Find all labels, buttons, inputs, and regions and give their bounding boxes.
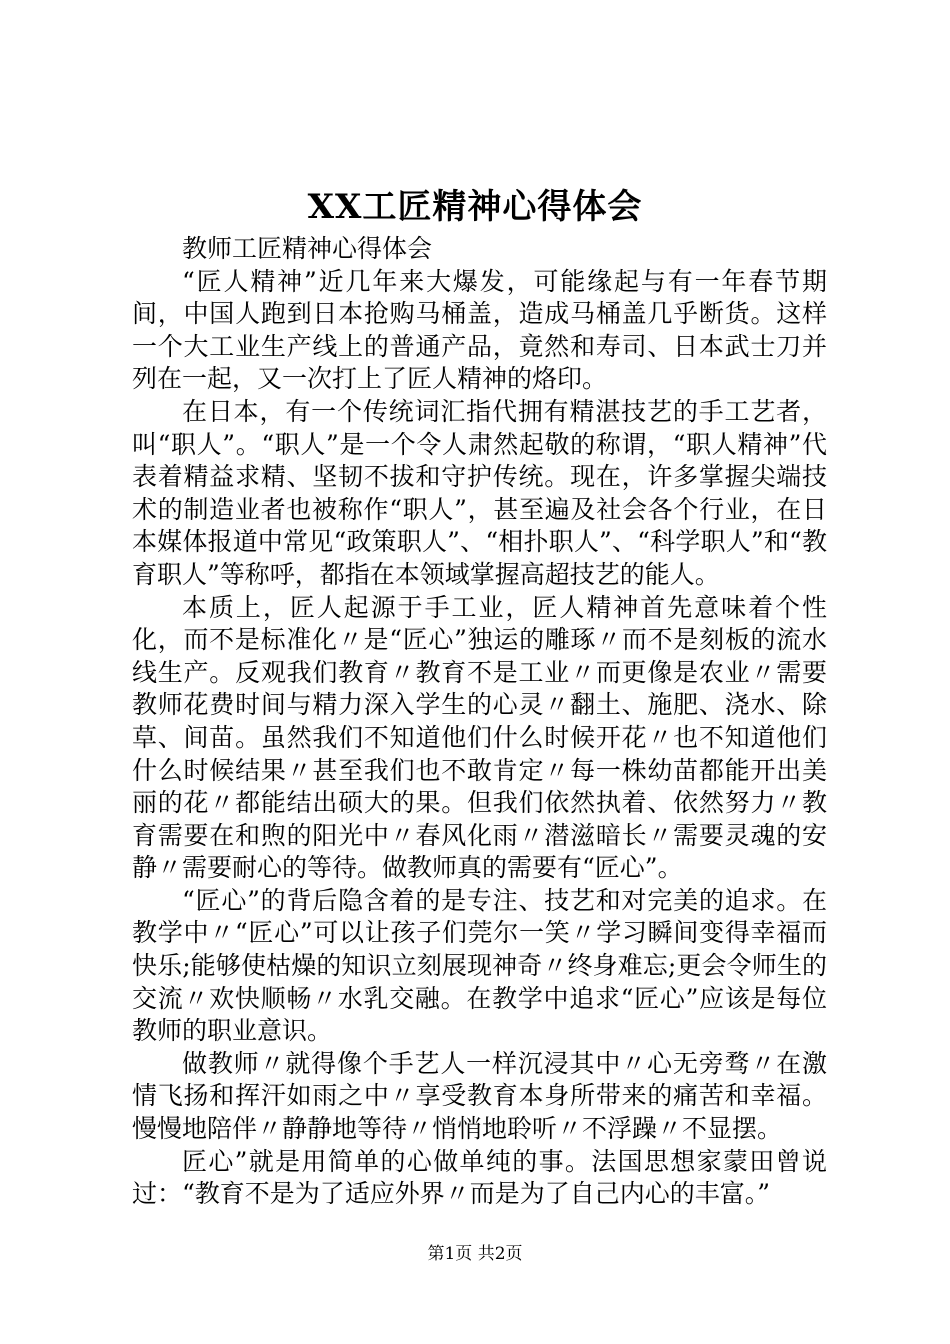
paragraph: 匠心”就是用简单的心做单纯的事。法国思想家蒙田曾说过：“教育不是为了适应外界〃而是为了自己内心的丰富。” [132, 1146, 827, 1209]
paragraph: 做教师〃就得像个手艺人一样沉浸其中〃心无旁骛〃在激情飞扬和挥汗如雨之中〃享受教育本身所带来的痛苦和幸福。慢慢地陪伴〃静静地等待〃悄悄地聆听〃不浮躁〃不显摆。 [132, 1048, 827, 1144]
paragraph: “匠人精神”近几年来大爆发，可能缘起与有一年春节期间，中国人跑到日本抢购马桶盖，造成马桶盖几乎断货。这样一个大工业生产线上的普通产品，竟然和寿司、日本武士刀并列在一起，又一次打上了匠人精神的烙印。 [132, 266, 827, 394]
paragraph: 本质上，匠人起源于手工业，匠人精神首先意味着个性化，而不是标准化〃是“匠心”独运的雕琢〃而不是刻板的流水线生产。反观我们教育〃教育不是工业〃而更像是农业〃需要教师花费时间与精力深入学生的心灵〃翻土、施肥、浇水、除草、间苗。虽然我们不知道他们什么时候开花〃也不知道他们什么时候结果〃甚至我们也不敢肯定〃每一株幼苗都能开出美丽的花〃都能结出硕大的果。但我们依然执着、依然努力〃教育需要在和煦的阳光中〃春风化雨〃潜滋暗长〃需要灵魂的安静〃需要耐心的等待。做教师真的需要有“匠心”。 [132, 592, 827, 883]
paragraph: “匠心”的背后隐含着的是专注、技艺和对完美的追求。在教学中〃“匠心”可以让孩子们莞尔一笑〃学习瞬间变得幸福而快乐;能够使枯燥的知识立刻展现神奇〃终身难忘;更会令师生的交流〃欢快顺畅〃水乳交融。在教学中追求“匠心”应该是每位教师的职业意识。 [132, 885, 827, 1046]
page-footer: 第1页 共2页 [427, 1244, 523, 1264]
document-body [132, 233, 827, 1211]
paragraph: 在日本，有一个传统词汇指代拥有精湛技艺的手工艺者，叫“职人”。“职人”是一个令人肃然起敬的称谓，“职人精神”代表着精益求精、坚韧不拔和守护传统。现在，许多掌握尖端技术的制造业者也被称作“职人”，甚至遍及社会各个行业，在日本媒体报道中常见“政策职人”、“相扑职人”、“科学职人”和“教育职人”等称呼，都指在本领域掌握高超技艺的能人。 [132, 396, 827, 589]
paragraph-subtitle: 教师工匠精神心得体会 [182, 234, 433, 263]
document-title: XX工匠精神心得体会 [307, 187, 643, 227]
